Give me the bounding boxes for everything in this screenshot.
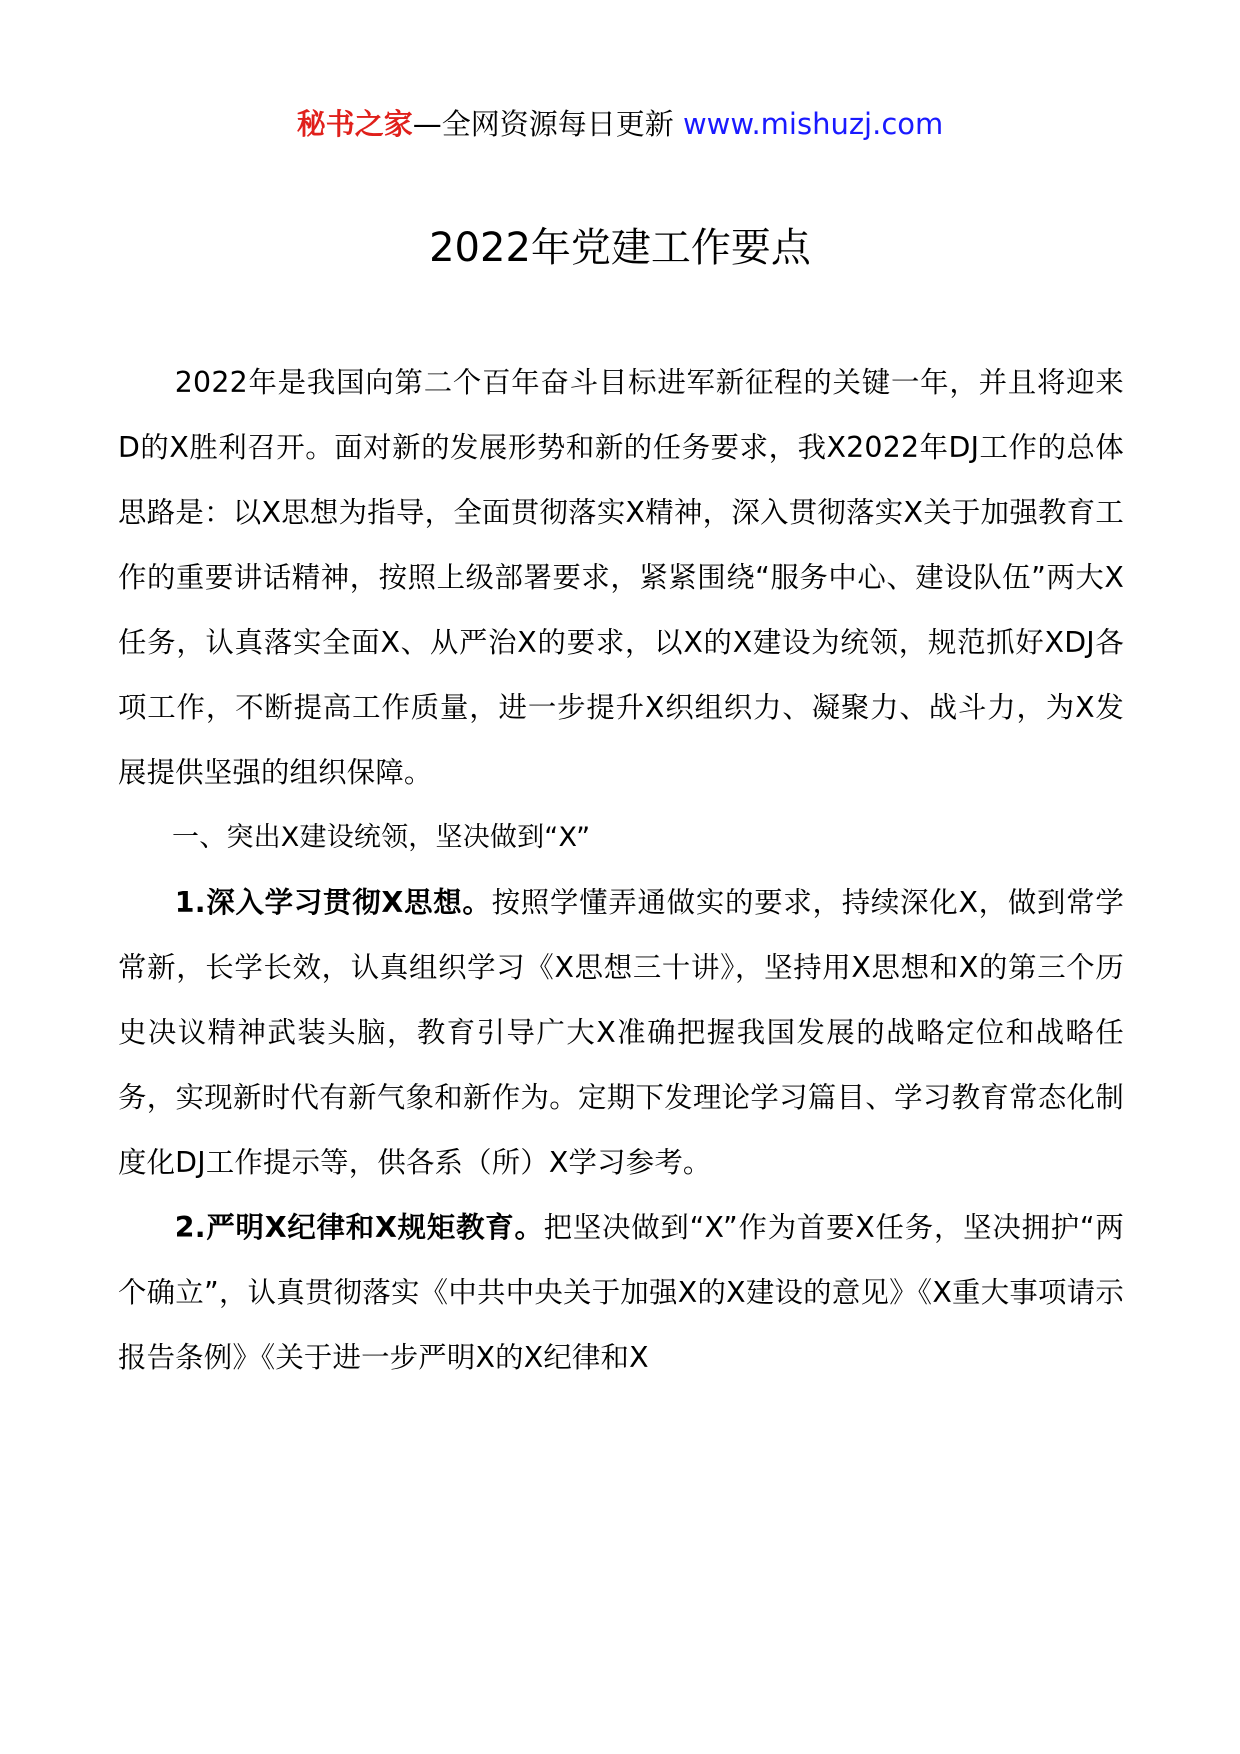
site-brand: 秘书之家 (296, 107, 413, 141)
item-2-lead: 2.严明X纪律和X规矩教育。 (174, 1211, 544, 1244)
section-heading-1: 一、突出X建设统领，坚决做到“X” (172, 822, 591, 853)
item-2-paragraph (118, 1195, 1124, 1390)
intro-paragraph: 2022年是我国向第二个百年奋斗目标进军新征程的关键一年，并且将迎来D的X胜利召开。面对新的发展形势和新的任务要求，我X2022年DJ工作的总体思路是：以X思想为指导，全面贯彻落实X精神，深入贯彻落实X关于加强教育工作的重要讲话精神，按照上级部署要求，紧紧围绕“服务中心、建设队伍”两大X任务，认真落实全面X、从严治X的要求，以X的X建设为统领，规范抓好XDJ各项工作，不断提高工作质量，进一步提升X织组织力、凝聚力、战斗力，为X发展提供坚强的组织保障。 (118, 366, 1124, 789)
site-header (0, 104, 1240, 144)
document-title: 2022年党建工作要点 (429, 225, 811, 271)
site-url-link[interactable]: www.mishuzj.com (682, 107, 944, 141)
item-1-text: 按照学懂弄通做实的要求，持续深化X，做到常学常新，长学长效，认真组织学习《X思想三十讲》，坚持用X思想和X的第三个历史决议精神武装头脑，教育引导广大X准确把握我国发展的战略定位和战略任务，实现新时代有新气象和新作为。定期下发理论学习篇目、学习教育常态化制度化DJ工作提示等，供各系（所）X学习参考。 (118, 886, 1124, 1179)
item-1-lead: 1.深入学习贯彻X思想。 (174, 886, 492, 919)
item-1-paragraph (118, 870, 1124, 1195)
document-body (118, 350, 1124, 1390)
site-slogan: —全网资源每日更新 (412, 107, 683, 141)
item-2-text: 把坚决做到“X”作为首要X任务，坚决拥护“两个确立”，认真贯彻落实《中共中央关于加强X的X建设的意见》《X重大事项请示报告条例》《关于进一步严明X的X纪律和X (118, 1211, 1124, 1374)
